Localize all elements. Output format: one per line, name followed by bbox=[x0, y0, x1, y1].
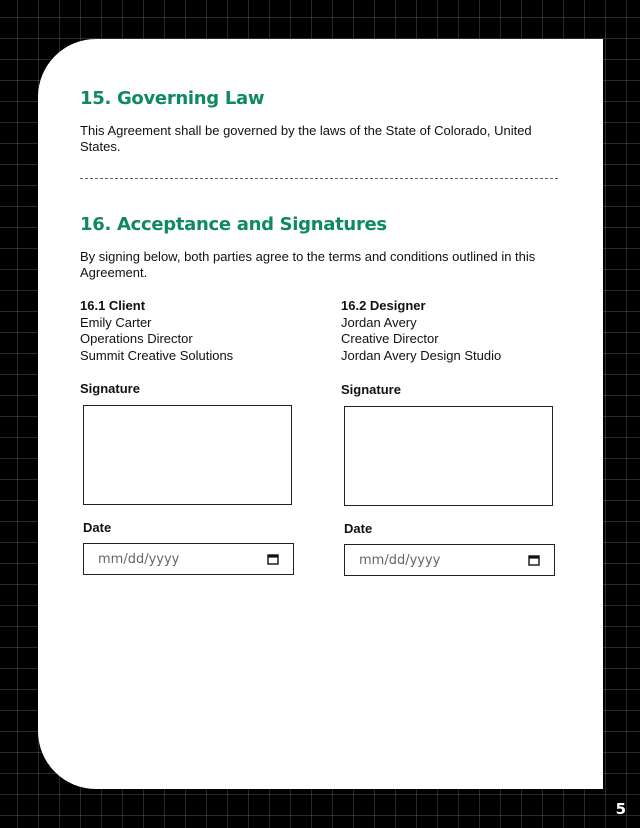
client-signature-box[interactable] bbox=[83, 405, 292, 505]
calendar-icon[interactable] bbox=[267, 553, 279, 565]
designer-signature-box[interactable] bbox=[344, 406, 553, 506]
client-name: Emily Carter bbox=[80, 314, 152, 330]
designer-company: Jordan Avery Design Studio bbox=[341, 347, 502, 363]
section-16-body: By signing below, both parties agree to the terms and conditions outlined in this Agreement. bbox=[80, 249, 536, 280]
section-15-heading: 15. Governing Law bbox=[80, 88, 265, 109]
client-date-input[interactable] bbox=[83, 543, 294, 575]
section-15-body: This Agreement shall be governed by the laws of the State of Colorado, United States. bbox=[80, 123, 532, 154]
client-signature-label: Signature bbox=[80, 381, 140, 396]
designer-date-placeholder: mm/dd/yyyy bbox=[359, 552, 441, 568]
client-title: 16.1 Client bbox=[80, 298, 146, 313]
client-role: Operations Director bbox=[80, 331, 193, 346]
section-divider bbox=[80, 178, 558, 179]
designer-details bbox=[341, 298, 556, 364]
document-page bbox=[38, 39, 603, 789]
page-number: 5 bbox=[615, 800, 626, 818]
section-16-heading: 16. Acceptance and Signatures bbox=[80, 214, 387, 235]
designer-date-input[interactable] bbox=[344, 544, 555, 576]
designer-date-label: Date bbox=[344, 521, 373, 536]
client-date-placeholder: mm/dd/yyyy bbox=[98, 551, 180, 567]
designer-title: 16.2 Designer bbox=[341, 298, 426, 313]
client-details bbox=[80, 298, 295, 364]
designer-role: Creative Director bbox=[341, 331, 439, 346]
calendar-icon[interactable] bbox=[528, 554, 540, 566]
designer-signature-label: Signature bbox=[341, 382, 401, 397]
client-company: Summit Creative Solutions bbox=[80, 347, 234, 363]
designer-name: Jordan Avery bbox=[341, 314, 417, 330]
client-date-label: Date bbox=[83, 520, 112, 535]
